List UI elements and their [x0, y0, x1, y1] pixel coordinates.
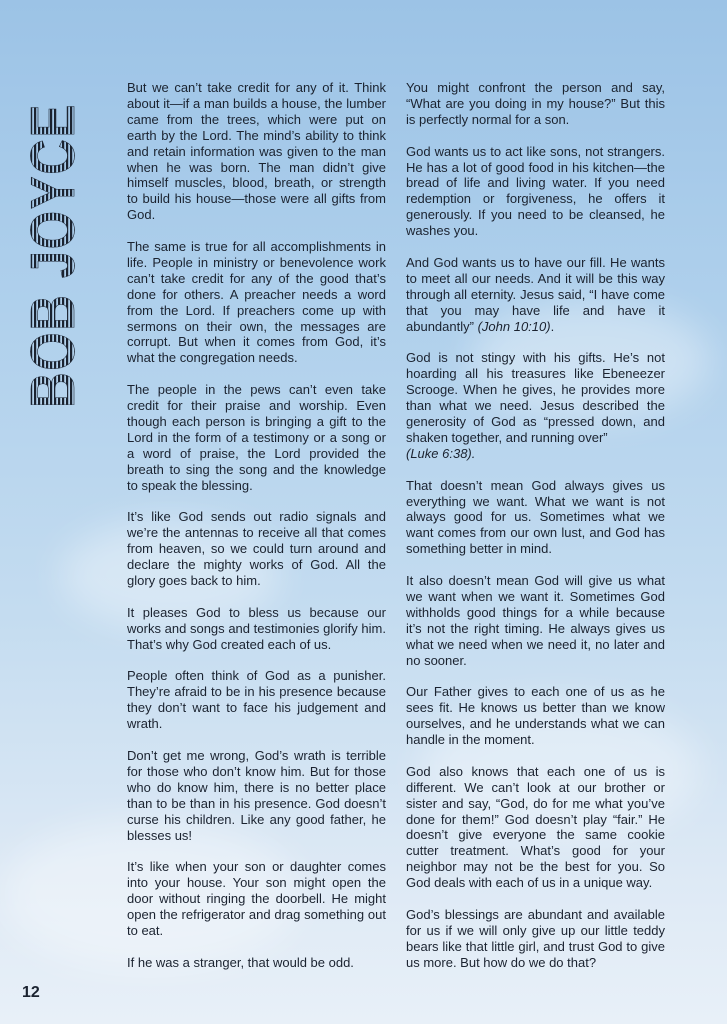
paragraph-text: God is not stingy with his gifts. He’s not hoarding all his treasures like Ebeneezer Scrooge. When he gives, he provides more than what we need. Jesus described the generosity of God as “pressed down, and shaken together, and running over” [406, 350, 665, 445]
paragraph: The same is true for all accomplishments in life. People in ministry or benevolence work can’t take credit for any of the good that’s done for others. A preacher needs a word from the Lord. If preachers come up with sermons on their own, the messages are corrupt. But when it comes from God, it’s what the congregation needs. [127, 239, 386, 366]
article-column-right [406, 80, 665, 987]
paragraph: It also doesn’t mean God will give us what we want when we want it. Sometimes God withholds good things for a while because it’s not the right timing. He always gives us what we need when we need it, no later and no sooner. [406, 573, 665, 668]
paragraph: Don’t get me wrong, God’s wrath is terrible for those who don’t know him. But for those who do know him, there is no better place than to be than in his presence. God doesn’t curse his children. Like any good father, he blesses us! [127, 747, 386, 843]
paragraph: It’s like God sends out radio signals and we’re the antennas to receive all that comes from heaven, so we could turn around and declare the mighty works of God. All the glory goes back to him. [127, 509, 386, 589]
paragraph: You might confront the person and say, “What are you doing in my house?” But this is perfectly normal for a son. [406, 80, 665, 127]
paragraph: It’s like when your son or daughter comes into your house. Your son might open the door without ringing the doorbell. He might open the refrigerator and drag something out to eat. [127, 859, 386, 938]
paragraph: People often think of God as a punisher. They’re afraid to be in his presence because they don’t want to face his judgement and wrath. [127, 668, 386, 732]
paragraph: But we can’t take credit for any of it. Think about it—if a man builds a house, the lumber came from the trees, which were put on earth by the Lord. The mind’s ability to think and retain information was given to the man when he was born. The man didn’t give himself muscles, blood, breath, or strength to build his house—those were all gifts from God. [127, 80, 386, 223]
paragraph: God wants us to act like sons, not strangers. He has a lot of good food in his kitchen—the bread of life and living water. If you need redemption or forgiveness, he offers it generously. If you need to be cleansed, he washes you. [406, 143, 665, 239]
paragraph-text: And God wants us to have our fill. He wants to meet all our needs. And it will be this way through all eternity. Jesus said, “I have come that you may have life and have it abundantly” [406, 254, 665, 334]
paragraph: God also knows that each one of us is different. We can’t look at our brother or sister and say, “God, do for me what you’ve done for them!” God doesn’t play “fair.” He doesn’t give everyone the same cookie cutter treatment. What’s good for your neighbor may not be the best for you. So God deals with each of us in a unique way. [406, 763, 665, 891]
author-name: BOB JOYCE [19, 24, 88, 408]
paragraph: It pleases God to bless us because our works and songs and testimonies glorify him. That’s why God created each of us. [127, 604, 386, 652]
scripture-reference: (Luke 6:38). [406, 445, 476, 461]
punctuation: . [550, 318, 555, 334]
paragraph: That doesn’t mean God always gives us everything we want. What we want is not always good for us. Sometimes what we want comes from our own lust, and God has something better in mind. [406, 477, 665, 557]
paragraph: God’s blessings are abundant and available for us if we will only give up our little teddy bears like that little girl, and trust God to give us more. But how do we do that? [406, 907, 665, 970]
paragraph [406, 350, 665, 461]
scripture-reference: (John 10:10) [477, 318, 551, 334]
paragraph [406, 255, 665, 335]
paragraph: If he was a stranger, that would be odd. [127, 954, 354, 970]
article-column-left [127, 80, 386, 987]
paragraph: The people in the pews can’t even take credit for their praise and worship. Even though each person is bringing a gift to the Lord in the form of a testimony or a song or a word of praise, the Lord provided the breath to sing the song and the knowledge to speak the blessing. [127, 382, 386, 493]
paragraph: Our Father gives to each one of us as he sees fit. He knows us better than we know ourselves, and he understands what we can handle in the moment. [406, 684, 665, 748]
author-byline [19, 24, 88, 418]
page-number: 12 [22, 984, 40, 1001]
